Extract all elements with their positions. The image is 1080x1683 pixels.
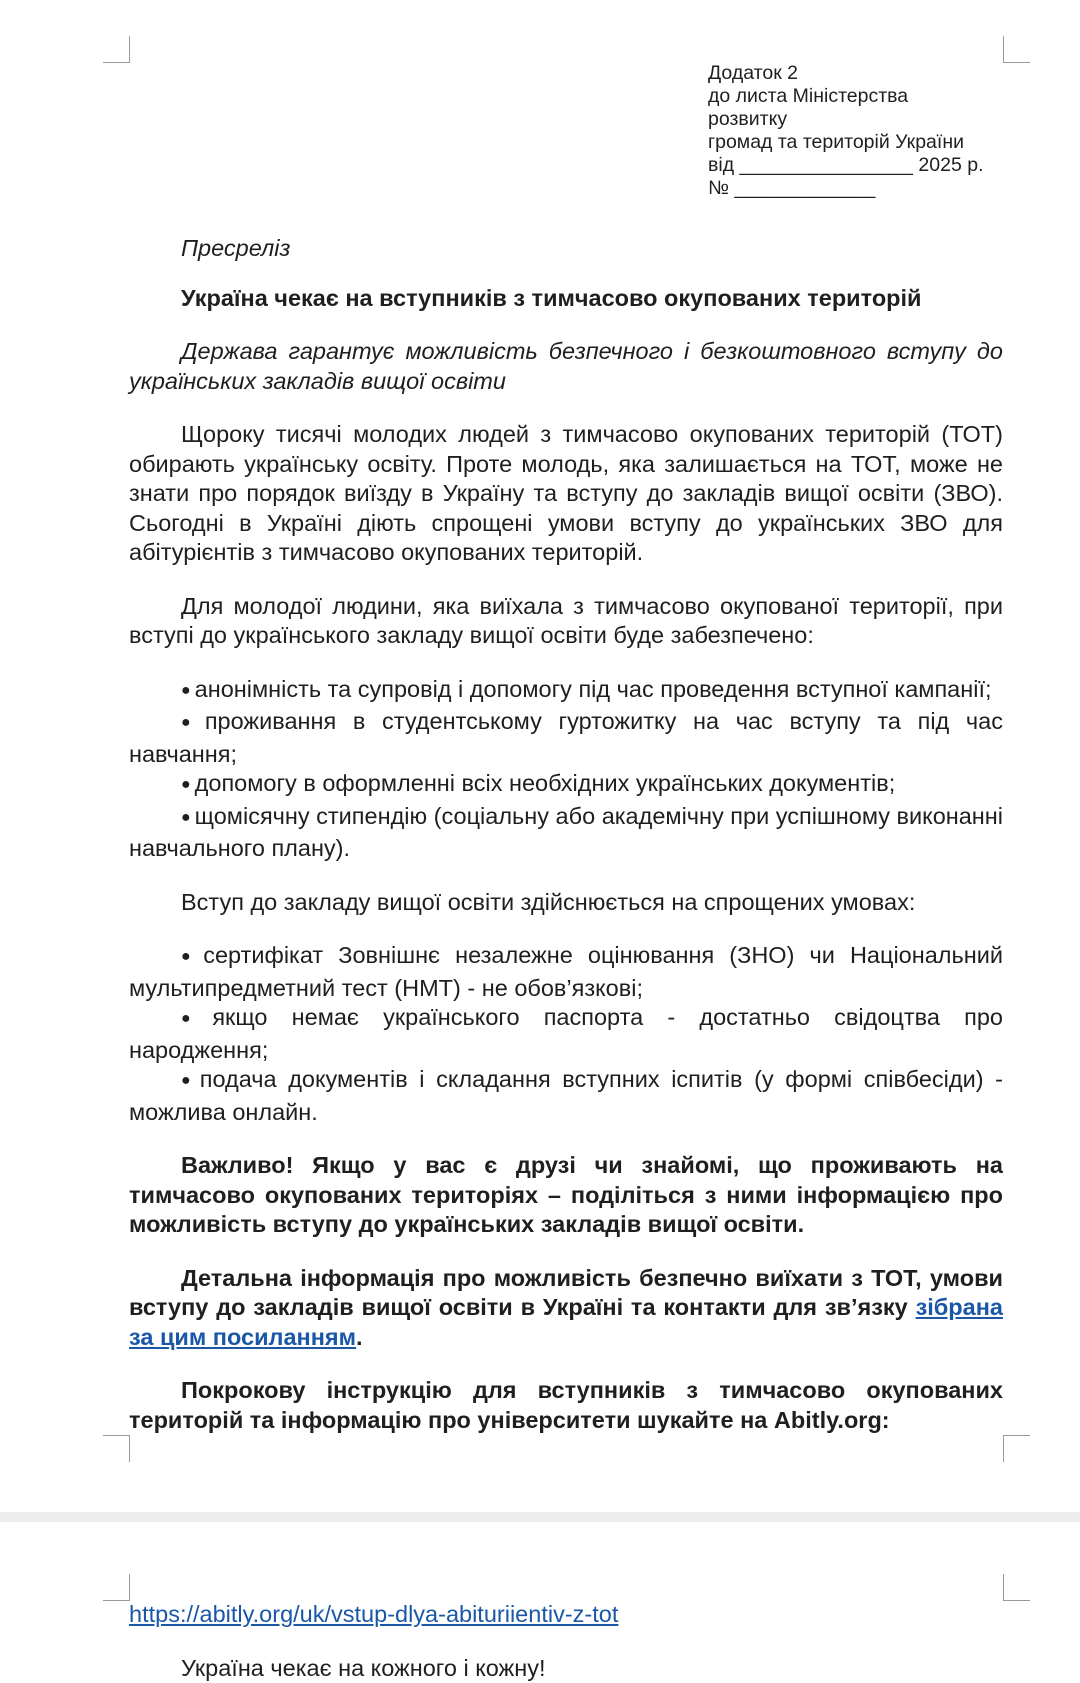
page-margin-marker [103, 1435, 130, 1462]
document-page-2 [0, 1522, 1080, 1680]
list-item: ● проживання в студентському гуртожитку на час вступу та під час навчання; [129, 707, 1003, 769]
benefits-list [129, 675, 1003, 864]
addendum-line: від ________________ 2025 р. [708, 154, 1008, 177]
addendum-line: № _____________ [708, 177, 1008, 200]
bullet-icon: ● [181, 809, 191, 826]
page-separator [0, 1512, 1080, 1522]
addendum-line: розвитку [708, 108, 1008, 131]
bullet-icon: ● [181, 682, 191, 699]
bullet-icon: ● [181, 714, 201, 731]
conditions-list [129, 941, 1003, 1127]
document-body-continued [129, 1600, 1003, 1683]
important-note: Важливо! Якщо у вас є друзі чи знайомі, що проживають на тимчасово окупованих територіях – поділіться з ними інформацією про можливість вступу до українських закладів вищої освіти. [129, 1151, 1003, 1240]
list-item: ● якщо немає українського паспорта - достатньо свідоцтва про народження; [129, 1003, 1003, 1065]
page-margin-marker [1003, 1435, 1030, 1462]
page-margin-marker [103, 36, 130, 63]
instructions-paragraph: Покрокову інструкцію для вступників з тимчасово окупованих територій та інформацію про університети шукайте на Abitly.org: [129, 1376, 1003, 1435]
list-item: ● сертифікат Зовнішнє незалежне оцінювання (ЗНО) чи Національний мультипредметний тест (НМТ) - не обов’язкові; [129, 941, 1003, 1003]
details-paragraph: Детальна інформація про можливість безпечно виїхати з ТОТ, умови вступу до закладів вищої освіти в Україні та контакти для зв’язку зібрана за цим посиланням. [129, 1264, 1003, 1353]
page-margin-marker [103, 1574, 130, 1601]
closing-line: Україна чекає на кожного і кожну! [129, 1654, 1003, 1683]
addendum-line: до листа Міністерства [708, 85, 1008, 108]
bullet-icon: ● [181, 948, 199, 965]
benefits-intro: Для молодої людини, яка виїхала з тимчасово окупованої території, при вступі до українського закладу вищої освіти буде забезпечено: [129, 592, 1003, 651]
addendum-line: Додаток 2 [708, 62, 1008, 85]
abitly-url-paragraph [129, 1600, 1003, 1630]
doc-type-label: Пресреліз [129, 234, 1003, 264]
page-margin-marker [1003, 1574, 1030, 1601]
addendum-header [708, 62, 1008, 200]
press-release-title: Україна чекає на вступників з тимчасово окупованих територій [129, 284, 1003, 314]
page-margin-marker [1003, 36, 1030, 63]
details-link[interactable]: зібрана за цим посиланням [129, 1294, 1003, 1350]
list-item: ● допомогу в оформленні всіх необхідних українських документів; [129, 769, 1003, 802]
bullet-icon: ● [181, 776, 191, 793]
list-item: ● подача документів і складання вступних іспитів (у формі співбесіди) - можлива онлайн. [129, 1065, 1003, 1127]
document-body [129, 234, 1003, 1435]
addendum-line: громад та територій України [708, 131, 1008, 154]
list-item: ● анонімність та супровід і допомогу під час проведення вступної кампанії; [129, 675, 1003, 708]
abitly-url-link[interactable]: https://abitly.org/uk/vstup-dlya-abituriientiv-z-tot [129, 1601, 618, 1627]
bullet-icon: ● [181, 1010, 208, 1027]
conditions-intro: Вступ до закладу вищої освіти здійснюється на спрощених умовах: [129, 888, 1003, 918]
bullet-icon: ● [181, 1072, 196, 1089]
intro-paragraph: Щороку тисячі молодих людей з тимчасово окупованих територій (ТОТ) обирають українську освіту. Проте молодь, яка залишається на ТОТ, може не знати про порядок виїзду в Україну та вступу до закладів вищої освіти (ЗВО). Сьогодні в Україні діють спрощені умови вступу до українських ЗВО для абітурієнтів з тимчасово окупованих територій. [129, 420, 1003, 568]
list-item: ● щомісячну стипендію (соціальну або академічну при успішному виконанні навчального плану). [129, 802, 1003, 864]
press-release-subtitle: Держава гарантує можливість безпечного і безкоштовного вступу до українських закладів вищої освіти [129, 337, 1003, 396]
